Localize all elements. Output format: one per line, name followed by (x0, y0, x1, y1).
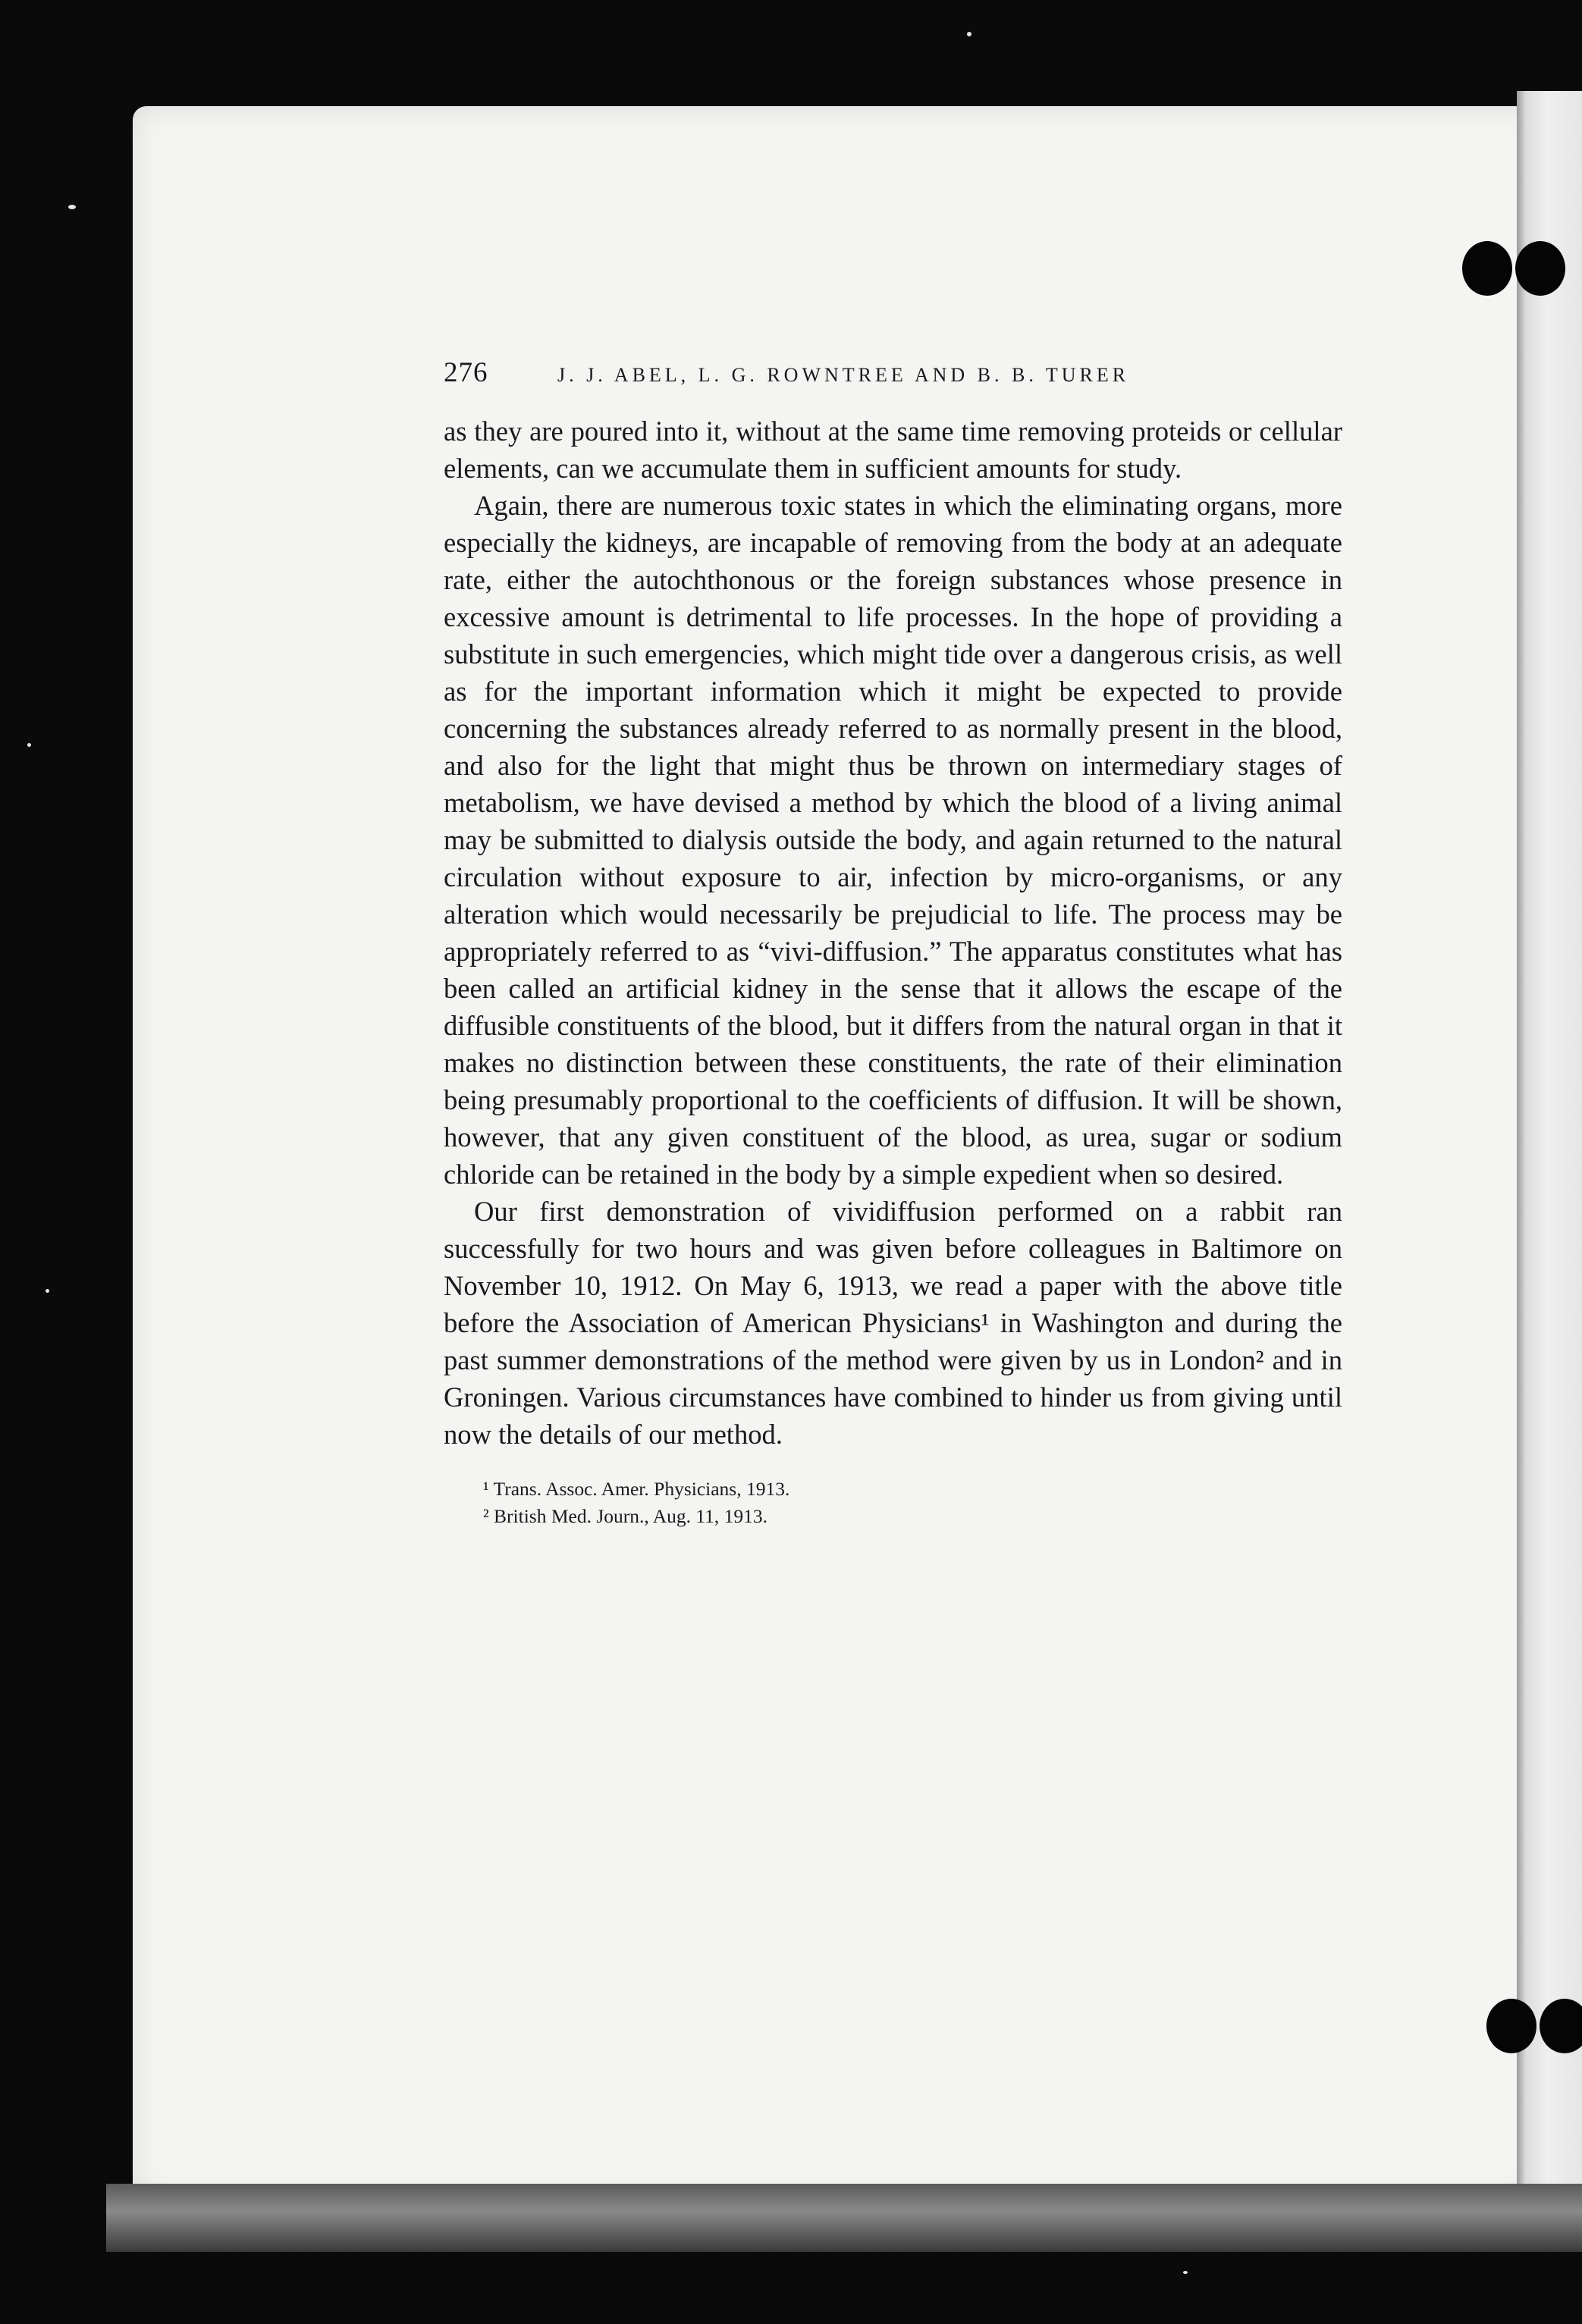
page-number: 276 (444, 357, 488, 388)
page-text (444, 356, 1342, 1530)
paragraph-demonstrations: Our first demonstration of vividiffusion performed on a rabbit ran successfully for two hours and was given before colleagues in Baltimore on November 10, 1912. On May 6, 1913, we read a paper with the above title before the Association of American Physicians¹ in Washington and during the past summer demonstrations of the method were given by us in London² and in Groningen. Various circumstances have combined to hinder us from giving until now the details of our method. (444, 1196, 1342, 1450)
footnotes (444, 1476, 1342, 1530)
running-head (444, 356, 1342, 402)
paragraph-continuation: as they are poured into it, without at the same time removing proteids or cellular elements, can we accumulate them in sufficient amounts for study. (444, 416, 1342, 484)
paragraph-vivi-diffusion: Again, there are numerous toxic states in which the eliminating organs, more especially the kidneys, are incapable of removing from the body at an adequate rate, either the autochthonous or the foreign substances whose presence in excessive amount is detrimental to life processes. In the hope of providing a substitute in such emergencies, which might tide over a dangerous crisis, as well as for the important information which it might be expected to provide concerning the substances already referred to as normally present in the blood, and also for the light that might thus be thrown on intermediary stages of metabolism, we have devised a method by which the blood of a living animal may be submitted to dialysis outside the body, and again returned to the natural circulation without exposure to air, infection by micro-organisms, or any alteration which would necessarily be prejudicial to life. The process may be appropriately referred to as “vivi-diffusion.” The apparatus constitutes what has been called an artificial kidney in the sense that it allows the escape of the diffusible constituents of the blood, but it differs from the natural organ in that it makes no distinction between these constituents, the rate of their elimination being presumably proportional to the coefficients of diffusion. It will be shown, however, that any given constituent of the blood, as urea, sugar or sodium chloride can be retained in the body by a simple expedient when so desired. (444, 490, 1342, 1190)
bottom-scan-band (106, 2184, 1582, 2252)
binding-hole-bottom-left (1486, 1999, 1536, 2053)
footnote-1: ¹ Trans. Assoc. Amer. Physicians, 1913. (483, 1478, 790, 1500)
running-title: J. J. ABEL, L. G. ROWNTREE AND B. B. TURER (557, 364, 1130, 386)
page-edge-strip (1517, 91, 1582, 2184)
binding-hole-top-left (1462, 241, 1512, 296)
footnote-2: ² British Med. Journ., Aug. 11, 1913. (483, 1505, 768, 1527)
binding-hole-top-right (1515, 241, 1565, 296)
